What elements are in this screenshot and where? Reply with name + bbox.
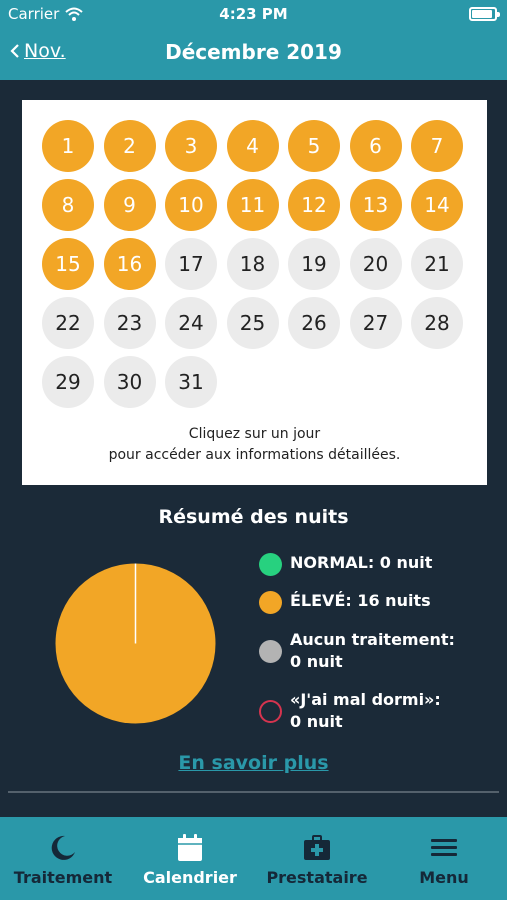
legend-label-eleve: ÉLEVÉ: 16 nuits <box>290 591 431 610</box>
status-bar <box>0 0 507 30</box>
calendar-day[interactable]: 11 <box>227 179 279 231</box>
calendar-icon <box>175 833 205 863</box>
calendar-day[interactable]: 16 <box>104 238 156 290</box>
legend-eleve <box>259 590 431 614</box>
calendar-day[interactable]: 24 <box>165 297 217 349</box>
calendar-day[interactable]: 29 <box>42 356 94 408</box>
calendar-day[interactable]: 19 <box>288 238 340 290</box>
calendar-day[interactable]: 23 <box>104 297 156 349</box>
legend-bad-sleep <box>259 689 441 733</box>
calendar-hint <box>22 424 487 466</box>
calendar-day[interactable]: 7 <box>411 120 463 172</box>
tab-bar <box>0 817 507 900</box>
calendar-day[interactable]: 30 <box>104 356 156 408</box>
battery-icon <box>469 7 497 21</box>
tab-label-calendrier: Calendrier <box>143 868 237 887</box>
legend-dot-no-treatment <box>259 640 282 663</box>
calendar-day[interactable]: 22 <box>42 297 94 349</box>
page-title: Décembre 2019 <box>165 40 342 64</box>
calendar-day[interactable]: 6 <box>350 120 402 172</box>
calendar-day[interactable]: 9 <box>104 179 156 231</box>
calendar-day[interactable]: 10 <box>165 179 217 231</box>
hint-line-1: Cliquez sur un jour <box>188 426 321 442</box>
tab-traitement[interactable] <box>0 817 126 900</box>
tab-menu[interactable] <box>381 817 507 900</box>
legend-no-treatment <box>259 629 455 673</box>
calendar-day[interactable]: 4 <box>227 120 279 172</box>
hamburger-menu-icon <box>429 833 459 863</box>
calendar-day[interactable]: 18 <box>227 238 279 290</box>
calendar-day[interactable]: 2 <box>104 120 156 172</box>
calendar-day[interactable]: 31 <box>165 356 217 408</box>
back-label: Nov. <box>24 40 66 62</box>
calendar-day[interactable]: 21 <box>411 238 463 290</box>
tab-label-traitement: Traitement <box>13 868 113 887</box>
summary-title: Résumé des nuits <box>158 506 349 528</box>
calendar-day[interactable]: 15 <box>42 238 94 290</box>
calendar-day[interactable]: 25 <box>227 297 279 349</box>
calendar-day[interactable]: 27 <box>350 297 402 349</box>
battery-level <box>472 10 492 18</box>
legend-label-normal: NORMAL: 0 nuit <box>290 553 433 572</box>
legend-label-no-treatment: Aucun traitement: 0 nuit <box>290 630 455 671</box>
calendar-day[interactable]: 26 <box>288 297 340 349</box>
calendar-day[interactable]: 17 <box>165 238 217 290</box>
calendar-day[interactable]: 1 <box>42 120 94 172</box>
calendar-day[interactable]: 3 <box>165 120 217 172</box>
hint-line-2: pour accéder aux informations détaillées. <box>108 447 401 463</box>
legend-dot-normal <box>259 553 282 576</box>
calendar-day[interactable]: 20 <box>350 238 402 290</box>
calendar-day[interactable]: 13 <box>350 179 402 231</box>
navigation-bar <box>0 30 507 80</box>
calendar-day[interactable]: 28 <box>411 297 463 349</box>
legend-normal <box>259 552 432 576</box>
tab-label-prestataire: Prestataire <box>266 868 368 887</box>
legend-dot-bad-sleep <box>259 700 282 723</box>
calendar-day[interactable]: 8 <box>42 179 94 231</box>
calendar-day[interactable]: 12 <box>288 179 340 231</box>
tab-prestataire[interactable] <box>254 817 380 900</box>
calendar-day[interactable]: 14 <box>411 179 463 231</box>
clock: 4:23 PM <box>219 5 288 23</box>
legend-label-bad-sleep: «J'ai mal dormi»: 0 nuit <box>290 690 441 731</box>
calendar-card <box>22 100 487 485</box>
divider <box>8 791 499 793</box>
nights-pie-chart <box>55 563 216 724</box>
legend-dot-eleve <box>259 591 282 614</box>
calendar-day[interactable]: 5 <box>288 120 340 172</box>
medical-kit-icon <box>302 833 332 863</box>
tab-label-menu: Menu <box>419 868 469 887</box>
moon-icon <box>48 833 78 863</box>
learn-more-link[interactable]: En savoir plus <box>178 752 329 774</box>
carrier-label: Carrier <box>8 5 60 23</box>
tab-calendrier[interactable] <box>127 817 253 900</box>
